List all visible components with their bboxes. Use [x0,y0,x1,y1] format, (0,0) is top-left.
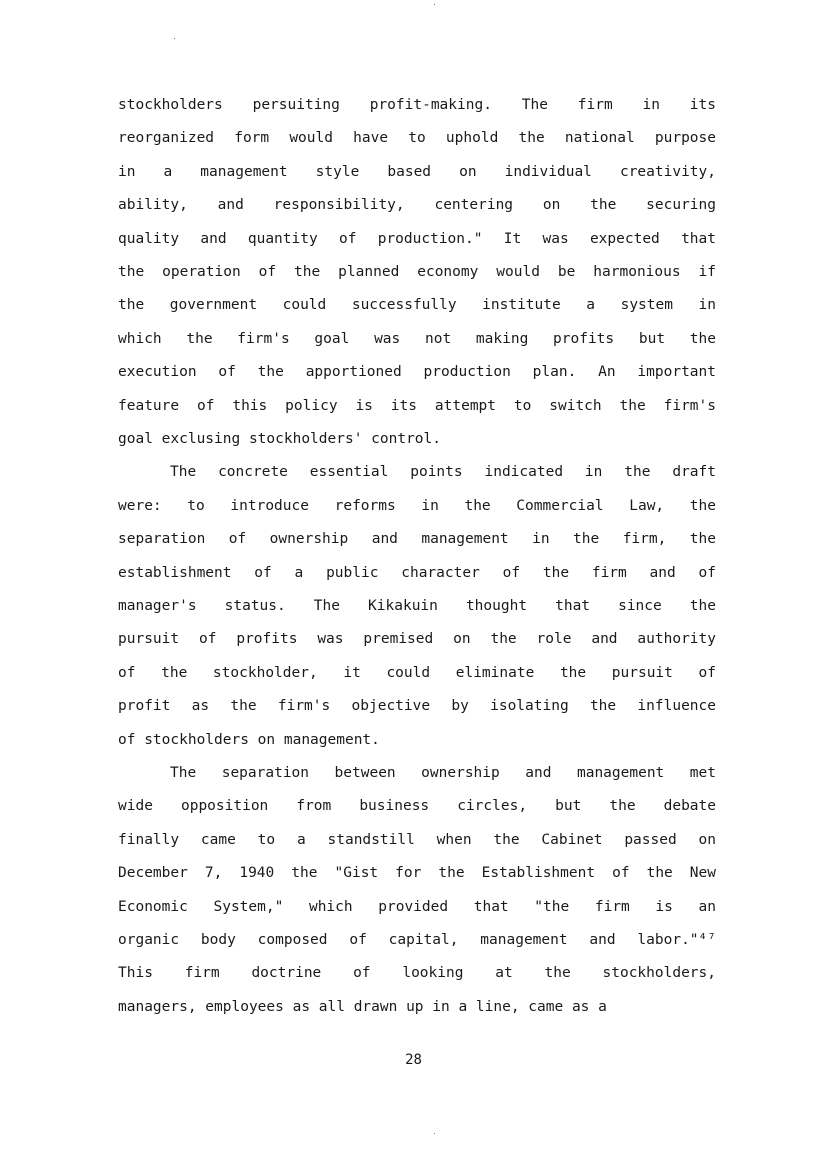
text-line: organic body composed of capital, management and labor."⁴⁷ [118,932,716,948]
text-line: stockholders persuiting profit-making. The firm in its [118,97,716,113]
text-line: managers, employees as all drawn up in a line, came as a [118,999,607,1015]
text-line: the government could successfully institute a system in [118,297,716,313]
text-line: the operation of the planned economy would be harmonious if [118,264,716,280]
text-line: which the firm's goal was not making profits but the [118,331,716,347]
text-line: reorganized form would have to uphold the national purpose [118,130,716,146]
text-line: The concrete essential points indicated in the draft [170,464,716,480]
page-number: 28 [405,1052,422,1068]
text-line: profit as the firm's objective by isolating the influence [118,698,716,714]
text-line: of the stockholder, it could eliminate the pursuit of [118,665,716,681]
text-line: of stockholders on management. [118,732,380,748]
text-line: feature of this policy is its attempt to switch the firm's [118,398,716,414]
text-line: were: to introduce reforms in the Commercial Law, the [118,498,716,514]
scan-speck [434,4,435,5]
text-line: manager's status. The Kikakuin thought that since the [118,598,716,614]
text-line: The separation between ownership and management met [170,765,716,781]
text-line: goal exclusing stockholders' control. [118,431,442,447]
text-line: establishment of a public character of the firm and of [118,565,716,581]
text-line: December 7, 1940 the "Gist for the Establishment of the New [118,865,716,881]
text-line: quality and quantity of production." It was expected that [118,231,716,247]
scan-speck [174,38,175,39]
text-line: pursuit of profits was premised on the role and authority [118,631,716,647]
text-line: separation of ownership and management in the firm, the [118,531,716,547]
text-line: Economic System," which provided that "the firm is an [118,899,716,915]
text-line: This firm doctrine of looking at the stockholders, [118,965,716,981]
text-line: execution of the apportioned production plan. An important [118,364,716,380]
text-line: wide opposition from business circles, but the debate [118,798,716,814]
text-line: finally came to a standstill when the Cabinet passed on [118,832,716,848]
text-line: in a management style based on individual creativity, [118,164,716,180]
text-line: ability, and responsibility, centering on the securing [118,197,716,213]
scan-speck [434,1133,435,1134]
